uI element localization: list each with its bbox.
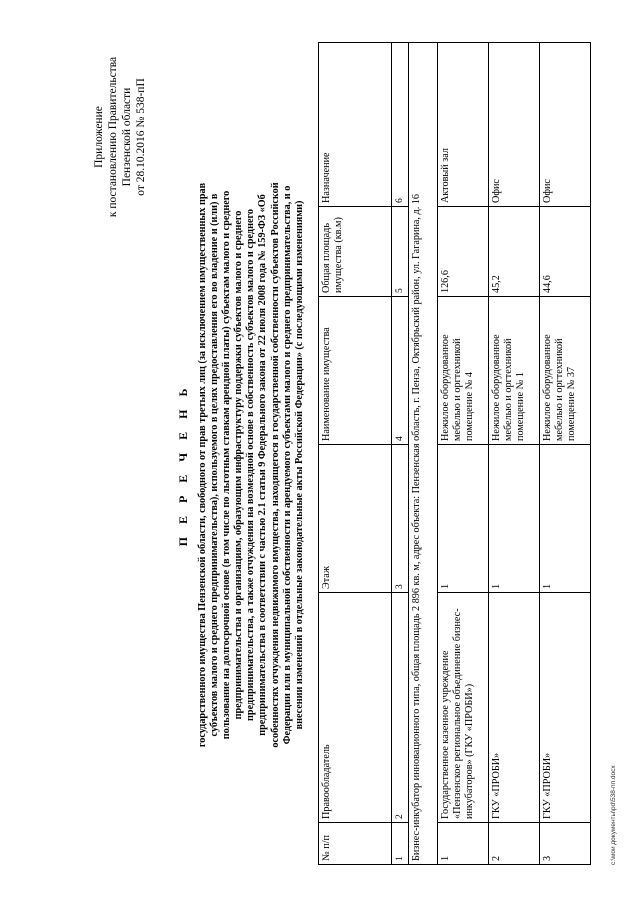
- row-number: 3: [540, 823, 591, 865]
- column-header-area: Общая площадь имущества (кв.м): [319, 207, 392, 297]
- column-header-number: № п/п: [319, 823, 392, 865]
- row-purpose: Офис: [489, 43, 540, 207]
- table-row: [438, 43, 489, 865]
- row-area: 45,2: [489, 207, 540, 297]
- row-property-name: Нежилое оборудованное мебелью и оргтехникой помещение № 37: [540, 297, 591, 445]
- column-index-row: [392, 43, 409, 865]
- column-index: 5: [392, 207, 409, 297]
- object-address-row: [409, 43, 438, 865]
- column-index: 4: [392, 297, 409, 445]
- appendix-line: от 28.10.2016 № 538-пП: [135, 78, 147, 196]
- column-header-name: Наименование имущества: [319, 297, 392, 445]
- column-index: 6: [392, 43, 409, 207]
- row-number: 1: [438, 823, 489, 865]
- appendix-block: [92, 37, 148, 237]
- table-row: [540, 43, 591, 865]
- property-table: [318, 42, 591, 865]
- appendix-line: Приложение: [93, 106, 105, 168]
- column-header-floor: Этаж: [319, 445, 392, 593]
- row-purpose: Актовый зал: [438, 43, 489, 207]
- table-row: [489, 43, 540, 865]
- row-area: 44,6: [540, 207, 591, 297]
- row-owner: ГКУ «ПРОБИ»: [540, 593, 591, 823]
- row-floor: 1: [540, 445, 591, 593]
- column-header-purpose: Назначение: [319, 43, 392, 207]
- row-owner: ГКУ «ПРОБИ»: [489, 593, 540, 823]
- column-index: 1: [392, 823, 409, 865]
- row-owner: Государственное казенное учреждение «Пензенское региональное объединение бизнес-инкубаторов» (ГКУ «ПРОБИ»): [438, 593, 489, 823]
- column-index: 2: [392, 593, 409, 823]
- appendix-line: Пензенской области: [121, 87, 133, 187]
- row-property-name: Нежилое оборудованное мебелью и оргтехникой помещение № 4: [438, 297, 489, 445]
- row-area: 126,6: [438, 207, 489, 297]
- document-title: П Е Р Е Ч Е Н Ь: [176, 383, 190, 547]
- object-address: Бизнес-инкубатор инновационного типа, общая площадь 2 896 кв. м, адрес объекта: Пензенская область, г. Пенза, Октябрьский район, ул. Гагарина, д. 16: [409, 43, 438, 865]
- row-floor: 1: [438, 445, 489, 593]
- row-number: 2: [489, 823, 540, 865]
- file-path-footer: c:\мои документы\pd\538-пп.docx: [610, 765, 617, 865]
- document-subtitle: государственного имущества Пензенской области, свободного от прав третьих лиц (за исключением имущественных прав субъектов малого и среднего предпринимательства), используемого в целях предоставления его во владение и (или) в пользование на долгосрочной основе (в том числе по льготным ставкам арендной платы) субъектам малого и среднего предпринимательства и организациям, образующим инфраструктуру поддержки субъектов малого и среднего предпринимательства, а также отчуждения на возмездной основе в собственность субъектов малого и среднего предпринимательства в соответствии с частью 2.1 статьи 9 Федерального закона от 22 июля 2008 года № 159-ФЗ «Об особенностях отчуждения недвижимого имущества, находящегося в государственной собственности субъектов Российской Федерации или в муниципальной собственности и арендуемого субъектами малого и среднего предпринимательства, и о внесении изменений в отдельные законодательные акты Российской Федерации» (с последующими изменениями): [197, 182, 305, 748]
- table-header-row: [319, 43, 392, 865]
- row-floor: 1: [489, 445, 540, 593]
- column-index: 3: [392, 445, 409, 593]
- appendix-line: к постановлению Правительства: [107, 56, 119, 218]
- document-heading: [176, 165, 306, 765]
- row-purpose: Офис: [540, 43, 591, 207]
- row-property-name: Нежилое оборудованное мебелью и оргтехникой помещение № 1: [489, 297, 540, 445]
- column-header-owner: Правообладатель: [319, 593, 392, 823]
